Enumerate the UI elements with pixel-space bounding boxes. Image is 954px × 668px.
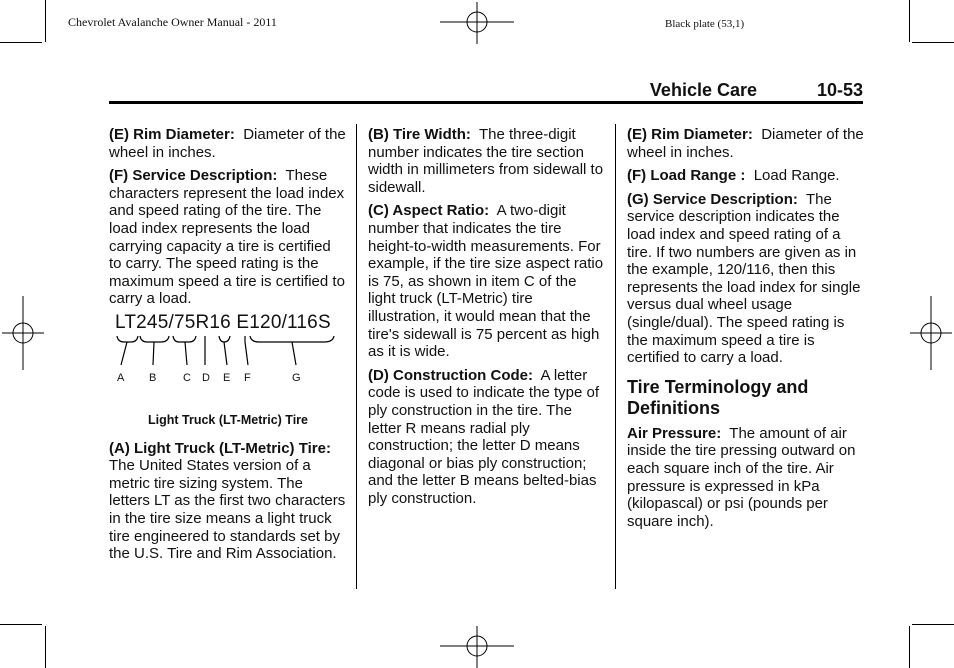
tire-size-figure bbox=[109, 311, 347, 410]
crop-mark-bottom-left-h bbox=[0, 624, 42, 625]
paragraph-air-pressure bbox=[627, 425, 865, 531]
column-2 bbox=[368, 126, 605, 513]
crop-mark-top-right-h bbox=[912, 42, 954, 43]
paragraph-aspect-ratio bbox=[368, 202, 605, 360]
term-load-range: (F) Load Range : bbox=[627, 167, 746, 185]
term-service-description: (F) Service Description: bbox=[109, 167, 278, 185]
paragraph-load-range bbox=[627, 167, 865, 185]
manual-title: Chevrolet Avalanche Owner Manual - 2011 bbox=[68, 15, 277, 29]
paragraph-tire-width bbox=[368, 126, 605, 196]
term-rim-diameter: (E) Rim Diameter: bbox=[109, 126, 235, 143]
crop-mark-top-left-h bbox=[0, 42, 42, 43]
term-air-pressure: Air Pressure: bbox=[627, 424, 722, 442]
figure-label-b: B bbox=[149, 371, 157, 384]
figure-label-e: E bbox=[223, 371, 231, 384]
term-light-truck: (A) Light Truck (LT-Metric) Tire: bbox=[109, 439, 331, 457]
section-title: Vehicle Care bbox=[649, 80, 757, 100]
text-light-truck: The United States version of a metric tire sizing system. The letters LT as the first two characters in the tire size means a light truck tire engineered to standards set by the U.S. Tire and Rim Association. bbox=[109, 457, 346, 563]
text-load-range: Load Range. bbox=[753, 167, 840, 185]
header-rule bbox=[109, 101, 863, 104]
term-service-description-2: (G) Service Description: bbox=[627, 190, 798, 208]
registration-mark-left-icon bbox=[2, 296, 44, 370]
column-3 bbox=[627, 126, 865, 536]
figure-label-g: G bbox=[292, 371, 301, 384]
term-construction-code: (D) Construction Code: bbox=[368, 366, 533, 384]
text-construction-code: A letter code is used to indicate the type of ply construction in the tire. The letter R means radial ply construction; the letter D means diagonal or bias ply construction; and the letter B means belted-bias ply construction. bbox=[368, 366, 599, 507]
page-number: 10-53 bbox=[816, 80, 863, 100]
plate-label: Black plate (53,1) bbox=[665, 18, 745, 30]
registration-mark-bottom-icon bbox=[440, 626, 514, 668]
figure-caption: Light Truck (LT-Metric) Tire bbox=[148, 412, 308, 427]
page-header bbox=[109, 80, 863, 102]
paragraph-service-description bbox=[109, 167, 347, 308]
paragraph-service-description-2 bbox=[627, 191, 865, 367]
figure-label-c: C bbox=[183, 371, 191, 384]
text-tire-width: The three-digit number indicates the tire section width in millimeters from sidewall to sidewall. bbox=[368, 126, 604, 196]
paragraph-rim-diameter-2 bbox=[627, 126, 865, 161]
crop-mark-bottom-left-v bbox=[45, 626, 46, 668]
crop-mark-bottom-right-v bbox=[909, 626, 910, 668]
text-service-description: These characters represent the load index and speed rating of the tire. The load index represents the load carrying capacity a tire is certified to carry. The speed rating is the maximum speed a tire is certified to carry a load. bbox=[109, 167, 345, 308]
text-aspect-ratio: A two-digit number that indicates the tire height-to-width measurements. For example, if the tire size aspect ratio is 75, as shown in item C of the light truck (LT-Metric) tire illustration, it would mean that the tire's sidewall is 75 percent as high as it is wide. bbox=[368, 202, 604, 361]
figure-label-d: D bbox=[202, 371, 210, 384]
paragraph-rim-diameter bbox=[109, 126, 347, 161]
term-aspect-ratio: (C) Aspect Ratio: bbox=[368, 202, 490, 220]
term-rim-diameter-2: (E) Rim Diameter: bbox=[627, 126, 753, 143]
tire-code-text: LT245/75R16 E120/116S bbox=[115, 311, 331, 333]
paragraph-construction-code bbox=[368, 367, 605, 508]
paragraph-light-truck bbox=[109, 440, 347, 563]
figure-label-a: A bbox=[117, 371, 125, 384]
section-heading-tire-terminology: Tire Terminology and Definitions bbox=[627, 376, 809, 418]
text-service-description-2: The service description indicates the load index and speed rating of a tire. If two numbers are given as in the example, 120/116, then this represents the load index for single versus dual wheel usage (single/dual). The speed rating is the maximum speed a tire is certified to carry a load. bbox=[627, 190, 861, 367]
crop-mark-top-left-v bbox=[45, 0, 46, 42]
registration-mark-top-icon bbox=[440, 2, 514, 44]
text-rim-diameter: Diameter of the wheel in inches. bbox=[109, 126, 346, 161]
term-tire-width: (B) Tire Width: bbox=[368, 126, 471, 143]
registration-mark-right-icon bbox=[910, 296, 952, 370]
crop-mark-bottom-right-h bbox=[912, 624, 954, 625]
figure-label-f: F bbox=[244, 371, 251, 384]
column-divider-2 bbox=[615, 124, 616, 589]
text-air-pressure: The amount of air inside the tire pressing outward on each square inch of the tire. Air pressure is expressed in kPa (kilopascal) or psi (pounds per square inch). bbox=[627, 424, 856, 530]
column-1 bbox=[109, 126, 347, 569]
text-rim-diameter-2: Diameter of the wheel in inches. bbox=[627, 126, 864, 161]
crop-mark-top-right-v bbox=[909, 0, 910, 42]
column-divider-1 bbox=[356, 124, 357, 589]
